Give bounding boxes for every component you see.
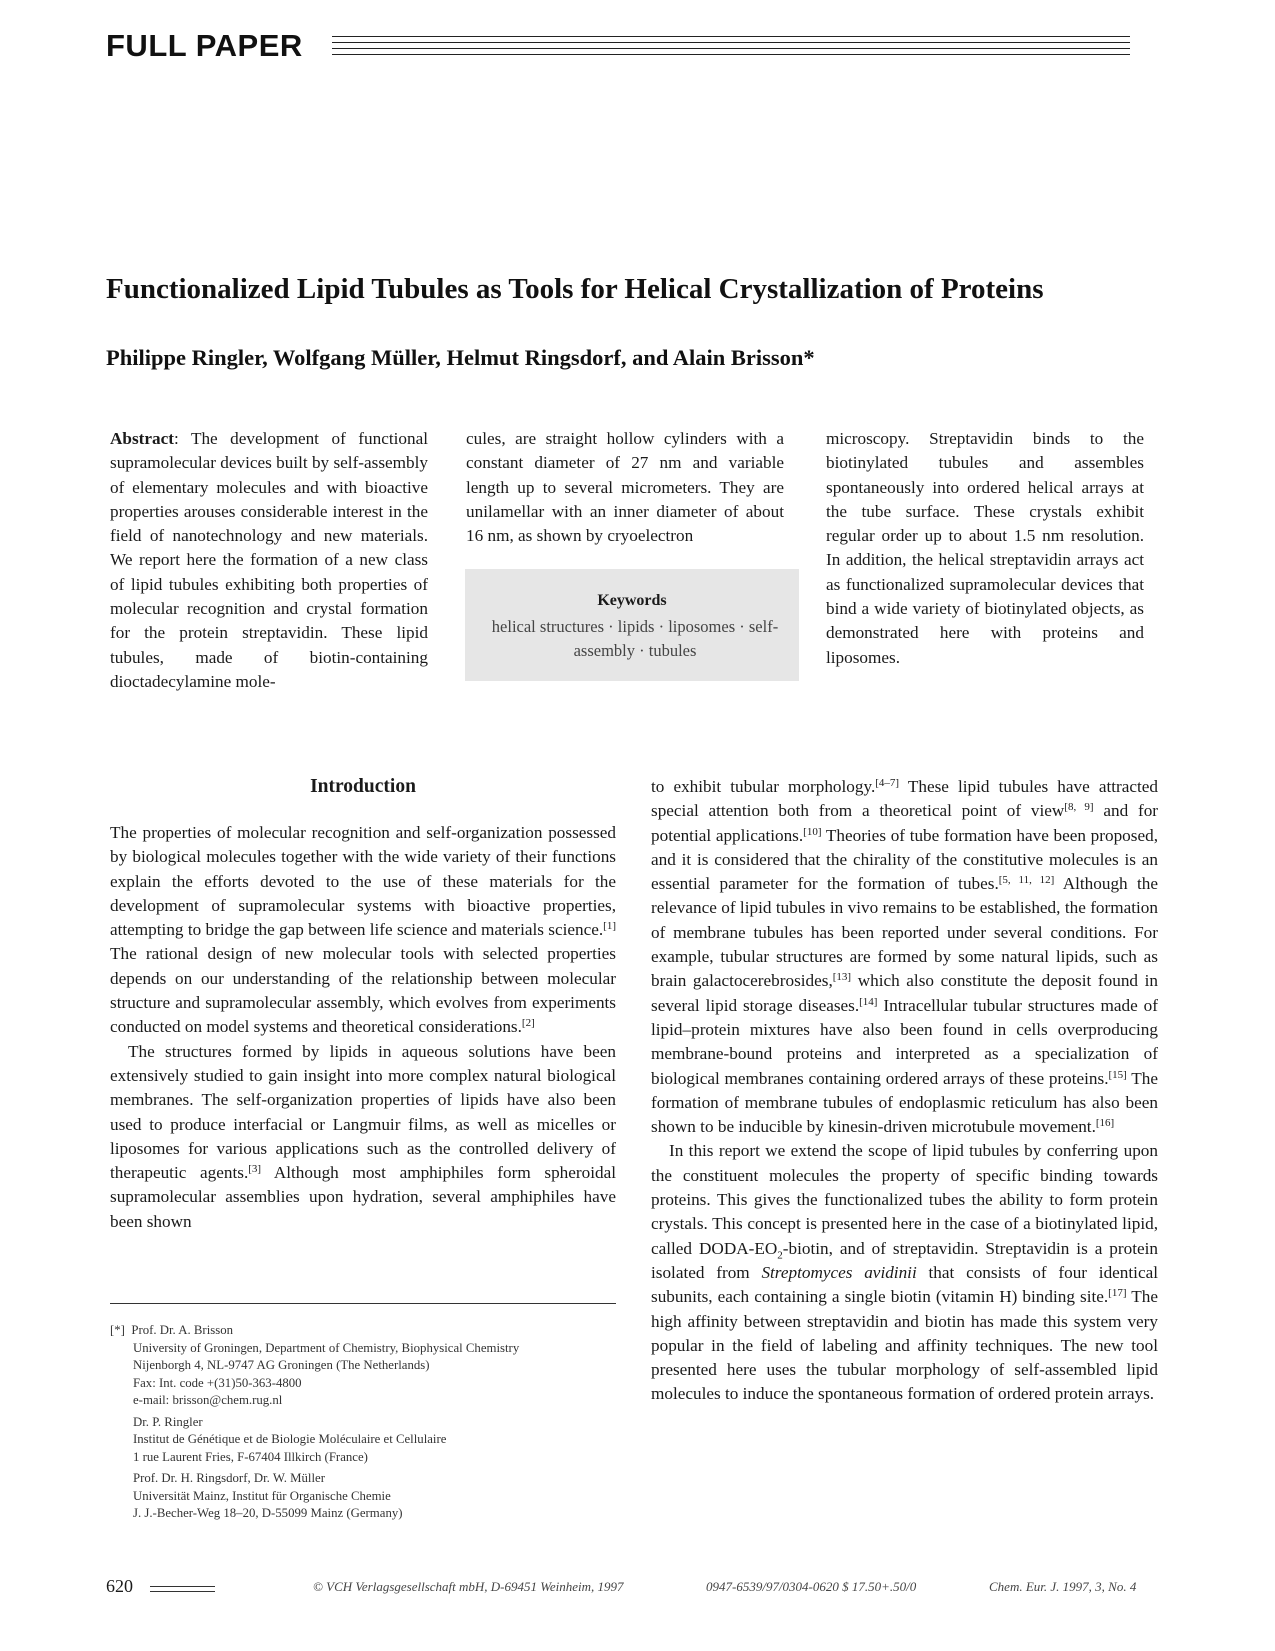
citation: [17]: [1108, 1287, 1127, 1300]
subscript: 2: [777, 1249, 783, 1262]
affiliation-footnotes: [110, 1322, 630, 1527]
citation: [8, 9]: [1064, 801, 1094, 814]
journal-citation: Chem. Eur. J. 1997, 3, No. 4: [989, 1579, 1137, 1594]
affiliation-line: Nijenborgh 4, NL-9747 AG Groningen (The Netherlands): [133, 1358, 430, 1372]
text: In this report we extend the scope of lipid tubules by conferring upon the constituent molecules the property of specific binding towards proteins. This gives the functionalized tubes the ability to form protein crystals. This concept is presented here in the case of a biotinylated lipid, called DODA-EO: [651, 1141, 1158, 1258]
affiliation-line: Fax: Int. code +(31)50-363-4800: [133, 1375, 302, 1390]
affiliation-line: University of Groningen, Department of Chemistry, Biophysical Chemistry: [133, 1340, 520, 1355]
citation: [4–7]: [875, 777, 900, 789]
section-heading-introduction: Introduction: [310, 776, 416, 797]
footnote-divider: [110, 1303, 616, 1304]
affiliation-line: Universität Mainz, Institut für Organische Chemie: [133, 1488, 391, 1503]
intro-col-2: [651, 775, 1158, 1407]
abstract-label: Abstract: [110, 429, 174, 448]
text: that consists of four identical subunits, each containing a single biotin (vitamin H) binding site.: [651, 1262, 1158, 1307]
paragraph: [110, 1040, 616, 1234]
citation: [13]: [832, 971, 852, 984]
text: which also constitute the deposit found in several lipid storage diseases.: [651, 971, 1158, 1015]
text: Theories of tube formation have been proposed, and it is considered that the chirality of the constitutive molecules is an essential parameter for the formation of tubes.: [651, 825, 1158, 894]
footer-rule: [150, 1586, 215, 1587]
citation: [15]: [1108, 1068, 1127, 1081]
citation: [16]: [1095, 1117, 1115, 1130]
affiliation-line: Prof. Dr. H. Ringsdorf, Dr. W. Müller: [133, 1471, 325, 1485]
paper-title: Functionalized Lipid Tubules as Tools for Helical Crystallization of Proteins: [106, 273, 1044, 305]
affiliation-line: Institut de Génétique et de Biologie Moléculaire et Cellulaire: [133, 1432, 447, 1446]
paragraph: [651, 1139, 1158, 1406]
text: to exhibit tubular morphology.: [651, 777, 876, 796]
affiliation-line: J. J.-Becher-Weg 18–20, D-55099 Mainz (Germany): [133, 1506, 403, 1520]
text: These lipid tubules have attracted special attention both from a theoretical point of view: [651, 777, 1158, 821]
text: The structures formed by lipids in aqueous solutions have been extensively studied to gain insight into more complex natural biological membranes. The self-organization properties of lipids have also been used to produce interfacial or Langmuir films, as well as micelles or liposomes for various applications such as the controlled delivery of therapeutic agents.: [110, 1041, 616, 1183]
paragraph: [110, 821, 616, 1040]
affiliation-entry: [110, 1322, 630, 1410]
abstract-col-1: [110, 427, 428, 694]
footnote-marker: [*]: [110, 1323, 125, 1337]
header-rules: [332, 36, 1130, 64]
abstract-col-2: cules, are straight hollow cylinders with a constant diameter of 27 nm and variable length up to several micrometers. They are unilamellar with an inner diameter of about 16 nm, as shown by cryoelectron: [466, 429, 784, 546]
affiliation-entry: [110, 1414, 630, 1467]
species-name: Streptomyces avidinii: [761, 1262, 917, 1282]
header-label: FULL PAPER: [106, 28, 303, 63]
abstract-text-1: : The development of functional supramolecular devices built by self-assembly of elementary molecules and with bioactive properties arouses considerable interest in the field of nanotechnology and new materials. We report here the formation of a new class of lipid tubules exhibiting both properties of molecular recognition and crystal formation for the protein streptavidin. These lipid tubules, made of biotin-containing dioctadecylamine mole-: [110, 429, 428, 691]
text: Although most amphiphiles form spheroidal supramolecular assemblies upon hydration, several amphiphiles have been shown: [110, 1163, 616, 1231]
citation: [2]: [521, 1017, 535, 1030]
issn-line: 0947-6539/97/0304-0620 $ 17.50+.50/0: [706, 1579, 917, 1594]
paragraph: [651, 775, 1158, 1139]
citation: [10]: [803, 825, 822, 838]
abstract-col-3: microscopy. Streptavidin binds to the biotinylated tubules and assembles spontaneously into ordered helical arrays at the tube surface. These crystals exhibit regular order up to about 1.5 nm resolution. In addition, the helical streptavidin arrays act as functionalized supramolecular devices that bind a wide variety of biotinylated objects, as demonstrated here with proteins and liposomes.: [826, 429, 1144, 667]
text: The properties of molecular recognition and self-organization possessed by biological molecules together with the wide variety of their functions explain the efforts devoted to the use of these materials for the development of supramolecular systems with bioactive properties, attempting to bridge the gap between life science and materials science.: [110, 823, 616, 940]
text: The rational design of new molecular tools with selected properties depends on our understanding of the relationship between molecular structure and supramolecular assembly, which evolves from experiments conducted on model systems and theoretical considerations.: [110, 944, 616, 1037]
text: The high affinity between streptavidin and biotin has made this system very popular in the field of labeling and affinity techniques. The new tool presented here uses the tubular morphology of self-assembled lipid molecules to induce the spontaneous formation of ordered protein arrays.: [651, 1287, 1158, 1404]
page-number: 620: [106, 1576, 133, 1596]
footer-rule: [150, 1591, 215, 1592]
text: The formation of membrane tubules of endoplasmic reticulum has also been shown to be inducible by kinesin-driven microtubule movement.: [651, 1068, 1158, 1137]
affiliation-line: 1 rue Laurent Fries, F-67404 Illkirch (France): [133, 1449, 368, 1464]
intro-col-1: [110, 821, 616, 1234]
affiliation-line: Prof. Dr. A. Brisson: [131, 1323, 234, 1337]
keywords-title: Keywords: [597, 592, 667, 609]
text: Intracellular tubular structures made of lipid–protein mixtures have also been found in cells overproducing membrane-bound proteins and interpreted as a specialization of biological membranes containing ordered arrays of these proteins.: [651, 995, 1158, 1088]
keywords-list: helical structures · lipids · liposomes · self-assembly · tubules: [491, 617, 779, 660]
publisher-line: © VCH Verlagsgesellschaft mbH, D-69451 Weinheim, 1997: [313, 1579, 624, 1594]
authors: Philippe Ringler, Wolfgang Müller, Helmut Ringsdorf, and Alain Brisson*: [106, 345, 815, 370]
citation: [5, 11, 12]: [998, 874, 1055, 887]
text: Although the relevance of lipid tubules in vivo remains to be established, the formation of membrane tubules has been reported under several conditions. For example, tubular structures are formed by some natural lipids, such as brain galactocerebrosides,: [651, 874, 1158, 991]
citation: [14]: [859, 995, 878, 1008]
citation: [3]: [248, 1163, 262, 1176]
affiliation-line: Dr. P. Ringler: [133, 1414, 203, 1429]
citation: [1]: [603, 920, 616, 933]
affiliation-line: e-mail: brisson@chem.rug.nl: [133, 1393, 283, 1407]
affiliation-entry: [110, 1470, 630, 1523]
text: and for potential applications.: [651, 801, 1159, 845]
text: -biotin, and of streptavidin. Streptavidin is a protein isolated from: [651, 1238, 1158, 1282]
